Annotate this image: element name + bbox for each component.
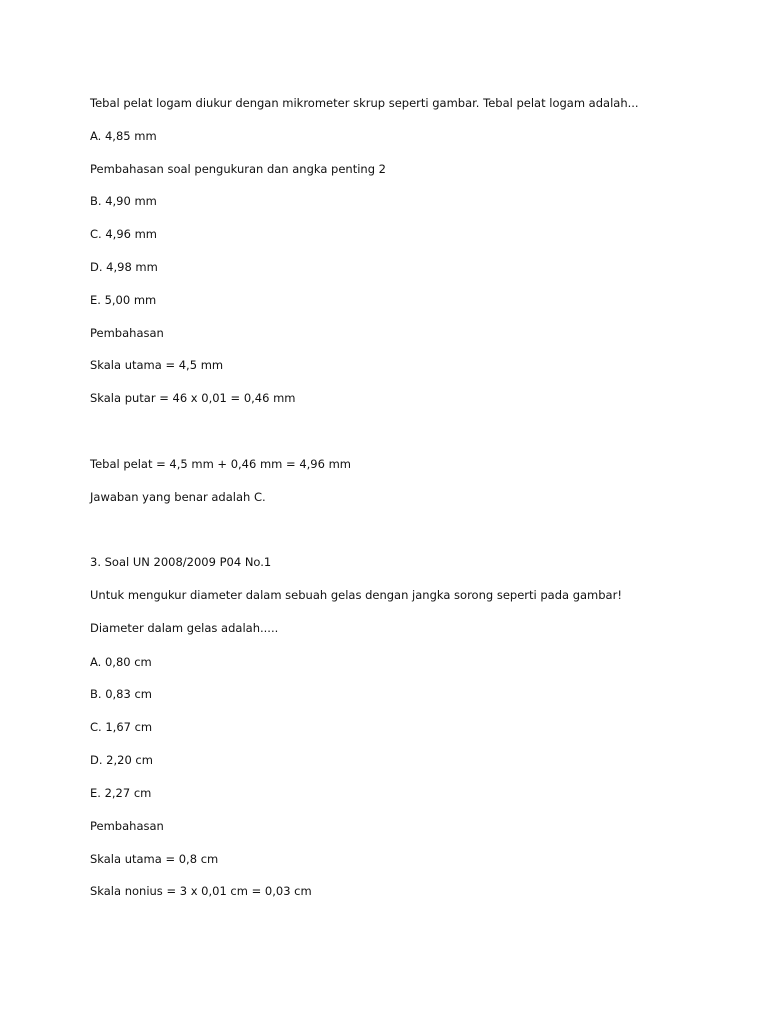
option-a: A. 4,85 mm [90, 129, 157, 143]
thickness-result: Tebal pelat = 4,5 mm + 0,46 mm = 4,96 mm [90, 457, 351, 471]
question-prompt: Diameter dalam gelas adalah..... [90, 621, 279, 635]
option-b: B. 0,83 cm [90, 687, 152, 701]
question-text: Tebal pelat logam diukur dengan mikrometer skrup seperti gambar. Tebal pelat logam adalah... [90, 96, 639, 110]
option-e: E. 5,00 mm [90, 293, 157, 307]
option-a: A. 0,80 cm [90, 655, 152, 669]
main-scale-line: Skala utama = 4,5 mm [90, 358, 224, 372]
option-c: C. 4,96 mm [90, 227, 158, 241]
option-c: C. 1,67 cm [90, 720, 153, 734]
option-d: D. 4,98 mm [90, 260, 158, 274]
discussion-heading: Pembahasan [90, 819, 164, 833]
thimble-scale-line: Skala putar = 46 x 0,01 = 0,46 mm [90, 391, 296, 405]
vernier-scale-line: Skala nonius = 3 x 0,01 cm = 0,03 cm [90, 884, 312, 898]
main-scale-line: Skala utama = 0,8 cm [90, 852, 219, 866]
question-heading: 3. Soal UN 2008/2009 P04 No.1 [90, 555, 272, 569]
answer-line: Jawaban yang benar adalah C. [90, 490, 266, 504]
option-d: D. 2,20 cm [90, 753, 153, 767]
option-b: B. 4,90 mm [90, 194, 157, 208]
question-text: Untuk mengukur diameter dalam sebuah gelas dengan jangka sorong seperti pada gambar! [90, 588, 622, 602]
option-e: E. 2,27 cm [90, 786, 152, 800]
discussion-heading: Pembahasan [90, 326, 164, 340]
image-caption: Pembahasan soal pengukuran dan angka penting 2 [90, 162, 386, 176]
